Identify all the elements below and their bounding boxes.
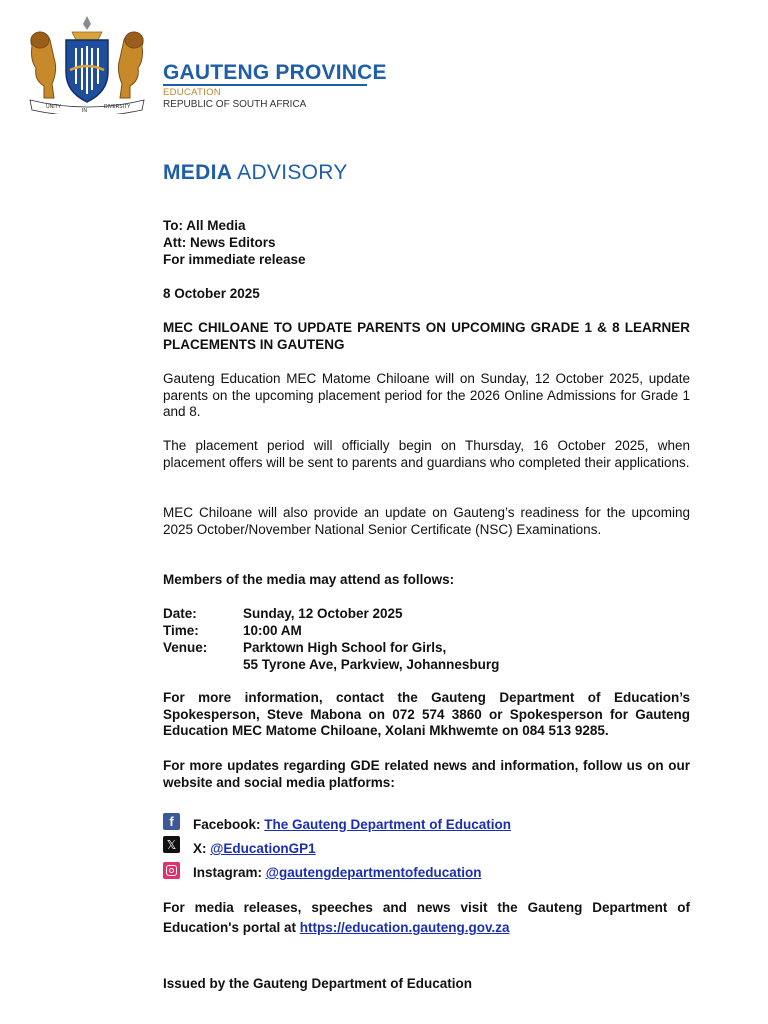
- body-paragraph-3: MEC Chiloane will also provide an update on Gauteng’s readiness for the upcoming 2025 October/November National Senior Certificate (NSC) Examinations.: [163, 505, 690, 537]
- facebook-label: Facebook:: [193, 817, 265, 832]
- detail-date-label: Date:: [163, 606, 197, 621]
- detail-time-value: 10:00 AM: [243, 623, 302, 638]
- detail-venue-line1: Parktown High School for Girls,: [243, 640, 447, 655]
- x-row: [193, 841, 316, 858]
- x-icon[interactable]: 𝕏: [163, 836, 180, 853]
- coat-of-arms-logo: [24, 14, 150, 114]
- instagram-row: [193, 865, 481, 882]
- x-link[interactable]: @EducationGP1: [210, 841, 316, 856]
- advisory-rest: ADVISORY: [232, 161, 348, 184]
- motto-left-text: UNITY: [46, 104, 61, 110]
- body-paragraph-1: Gauteng Education MEC Matome Chiloane will on Sunday, 12 October 2025, update parents on the upcoming placement period for the 2026 Online Admissions for Grade 1 and 8.: [163, 371, 690, 419]
- detail-venue-label: Venue:: [163, 640, 208, 655]
- portal-text: For media releases, speeches and news visit the Gauteng Department of Education's portal at: [163, 900, 690, 935]
- portal-link[interactable]: https://education.gauteng.gov.za: [299, 920, 510, 935]
- detail-time-label: Time:: [163, 623, 199, 638]
- instagram-label: Instagram:: [193, 865, 266, 880]
- issued-by: Issued by the Gauteng Department of Education: [163, 976, 473, 991]
- portal-paragraph: [163, 898, 690, 938]
- body-paragraph-2: The placement period will officially begin on Thursday, 16 October 2025, when placement offers will be sent to parents and guardians who completed their applications.: [163, 438, 690, 470]
- country-label: REPUBLIC OF SOUTH AFRICA: [163, 99, 307, 110]
- headline: MEC CHILOANE TO UPDATE PARENTS ON UPCOMING GRADE 1 & 8 LEARNER PLACEMENTS IN GAUTENG: [163, 320, 690, 352]
- motto-mid-text: IN: [82, 108, 87, 114]
- document-type-heading: [163, 161, 348, 185]
- facebook-icon[interactable]: f: [163, 813, 180, 830]
- instagram-icon[interactable]: [163, 862, 180, 879]
- distribution-att: Att: News Editors: [163, 235, 276, 250]
- facebook-link[interactable]: The Gauteng Department of Education: [264, 817, 512, 832]
- distribution-to: To: All Media: [163, 218, 246, 233]
- advisory-bold: MEDIA: [163, 161, 233, 184]
- release-date: 8 October 2025: [163, 286, 260, 301]
- updates-paragraph: For more updates regarding GDE related news and information, follow us on our website and social media platforms:: [163, 758, 690, 790]
- crest-graphic: [24, 14, 150, 114]
- province-title: GAUTENG PROVINCE: [163, 61, 387, 84]
- detail-date-value: Sunday, 12 October 2025: [243, 606, 403, 621]
- department-label: EDUCATION: [163, 87, 221, 98]
- facebook-row: [193, 817, 511, 834]
- attend-heading: Members of the media may attend as follows:: [163, 572, 455, 587]
- instagram-link[interactable]: @gautengdepartmentofeducation: [265, 865, 482, 880]
- detail-venue-line2: 55 Tyrone Ave, Parkview, Johannesburg: [243, 657, 500, 672]
- motto-right-text: DIVERSITY: [104, 104, 131, 110]
- x-label: X:: [193, 841, 211, 856]
- distribution-release: For immediate release: [163, 252, 306, 267]
- header-divider: [163, 84, 367, 86]
- contact-paragraph: For more information, contact the Gauteng Department of Education’s Spokesperson, Steve Mabona on 072 574 3860 or Spokesperson for Gauteng Education MEC Matome Chiloane, Xolani Mkhwemte on 084 513 9285.: [163, 690, 690, 738]
